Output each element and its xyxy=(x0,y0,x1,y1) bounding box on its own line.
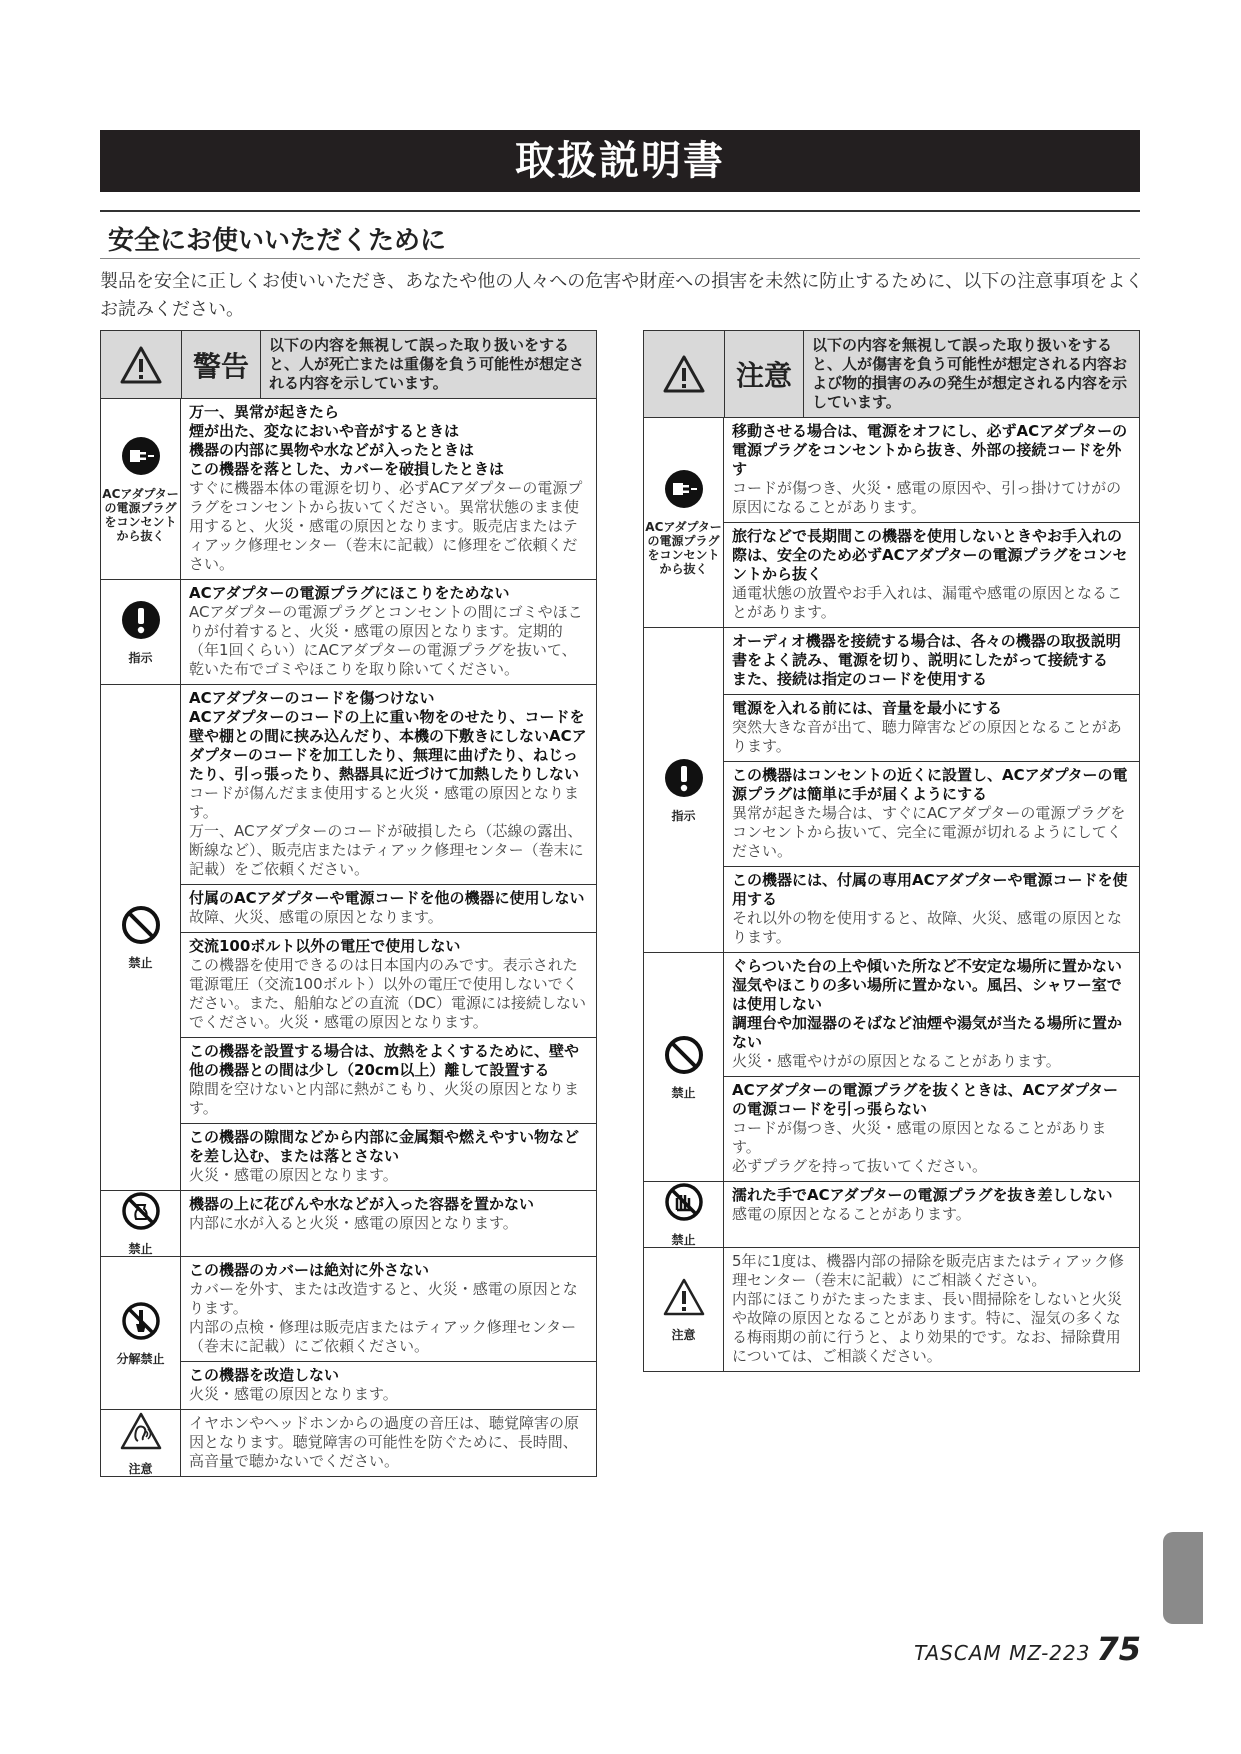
group-icon-cell xyxy=(101,1257,181,1409)
safety-item xyxy=(181,1124,596,1190)
section-heading: 安全にお使いいただくために xyxy=(108,226,447,256)
warning-description: 以下の内容を無視して誤った取り扱いをすると、人が死亡または重傷を負う可能性が想定される内容を示しています。 xyxy=(269,336,585,392)
group-label: 禁止 xyxy=(671,1085,696,1100)
item-heading: この機器のカバーは絶対に外さない xyxy=(189,1261,430,1279)
group-icon-cell xyxy=(644,418,724,627)
item-body: 突然大きな音が出て、聴力障害などの原因となることがあります。 xyxy=(732,718,1122,755)
safety-item xyxy=(724,1182,1139,1229)
instruction-icon xyxy=(121,600,161,643)
safety-item xyxy=(724,418,1139,523)
item-heading: この機器を落とした、カバーを破損したときは xyxy=(189,460,505,478)
item-heading: この機器を設置する場合は、放熱をよくするために、壁や他の機器との間は少し（20cm以上）離して設置する xyxy=(189,1042,580,1079)
safety-item xyxy=(181,399,596,579)
item-body: 内部に水が入ると火災・感電の原因となります。 xyxy=(189,1214,518,1232)
item-body: 感電の原因となることがあります。 xyxy=(732,1205,971,1223)
item-body: 内部にほこりがたまったまま、長い間掃除をしないと火災や故障の原因となることがあります。特に、湿気の多くなる梅雨期の前に行うと、より効果的です。なお、掃除費用については、ご相談ください。 xyxy=(732,1290,1123,1365)
footer-brand: TASCAM MZ-223 xyxy=(914,1641,1091,1665)
item-body: カバーを外す、または改造すると、火災・感電の原因となります。 xyxy=(189,1280,578,1317)
item-heading: 付属のACアダプターや電源コードを他の機器に使用しない xyxy=(189,889,585,907)
group-icon-cell xyxy=(644,953,724,1181)
item-body: 火災・感電の原因となります。 xyxy=(189,1385,398,1403)
safety-item xyxy=(724,1077,1139,1181)
warning-table xyxy=(100,330,597,1477)
page-number: 75 xyxy=(1096,1630,1141,1668)
section-rule-top xyxy=(100,210,1140,212)
safety-item xyxy=(181,1362,596,1409)
group-label: 禁止 xyxy=(128,956,153,970)
warning-table-body xyxy=(101,399,596,1476)
item-heading: ACアダプターのコードの上に重い物をのせたり、コードを壁や棚との間に挟み込んだり、本機の下敷きにしないACアダプターのコードを加工したり、無理に曲げたり、ねじったり、引っ張ったり、熱器具に近づけて加熱したりしない xyxy=(189,708,587,783)
warning-table-header xyxy=(101,331,596,399)
group-label: 注意 xyxy=(128,1461,153,1476)
item-body: 火災・感電の原因となります。 xyxy=(189,1166,398,1184)
item-heading: 機器の上に花びんや水などが入った容器を置かない xyxy=(189,1195,535,1213)
item-body: ACアダプターの電源プラグとコンセントの間にゴミやほこりが付着すると、火災・感電の原因となります。定期的（年1回くらい）にACアダプターの電源プラグを抜いて、乾いた布でゴミやほこりを取り除いてください。 xyxy=(189,603,583,678)
item-body: それ以外の物を使用すると、故障、火災、感電の原因となります。 xyxy=(732,909,1123,946)
safety-item xyxy=(181,933,596,1038)
item-heading: 電源を入れる前には、音量を最小にする xyxy=(732,699,1003,717)
page-footer xyxy=(914,1630,1141,1668)
safety-item xyxy=(724,523,1139,627)
item-heading: 調理台や加湿器のそばなど油煙や湯気が当たる場所に置かない xyxy=(732,1014,1123,1051)
warning-triangle-icon xyxy=(101,331,182,398)
item-body: 5年に1度は、機器内部の掃除を販売店またはティアック修理センター（巻末に記載）にご相談ください。 xyxy=(732,1252,1124,1289)
item-heading: 旅行などで長期間この機器を使用しないときやお手入れの際は、安全のため必ずACアダプターの電源プラグをコンセントから抜く xyxy=(732,527,1128,583)
item-heading: 濡れた手でACアダプターの電源プラグを抜き差ししない xyxy=(732,1186,1113,1204)
item-heading: 万一、異常が起きたら xyxy=(189,403,340,421)
safety-group xyxy=(101,580,596,685)
group-label: 注意 xyxy=(671,1328,696,1342)
group-icon-cell xyxy=(101,685,181,1190)
group-icon-cell xyxy=(644,1182,724,1247)
group-icon-cell xyxy=(101,1410,181,1476)
item-body: イヤホンやヘッドホンからの過度の音圧は、聴覚障害の原因となります。聴覚障害の可能性を防ぐために、長時間、高音量で聴かないでください。 xyxy=(189,1414,580,1470)
safety-item xyxy=(724,953,1139,1077)
item-body: 故障、火災、感電の原因となります。 xyxy=(189,908,443,926)
item-heading: ACアダプターのコードを傷つけない xyxy=(189,689,435,707)
item-body: 内部の点検・修理は販売店またはティアック修理センター（巻末に記載）にご依頼ください。 xyxy=(189,1318,577,1355)
group-icon-cell xyxy=(644,1248,724,1371)
item-body: 万一、ACアダプターのコードが破損したら（芯線の露出、断線など）、販売店またはティアック修理センター（巻末に記載）をご依頼ください。 xyxy=(189,822,584,878)
item-heading: 交流100ボルト以外の電圧で使用しない xyxy=(189,937,461,955)
item-heading: 移動させる場合は、電源をオフにし、必ずACアダプターの電源プラグをコンセントから抜き、外部の接続コードを外す xyxy=(732,422,1128,478)
intro-text: 製品を安全に正しくお使いいただき、あなたや他の人々への危害や財産への損害を未然に防止するために、以下の注意事項をよくお読みください。 xyxy=(100,271,1144,320)
caution-table xyxy=(643,330,1140,1372)
item-heading: オーディオ機器を接続する場合は、各々の機器の取扱説明書をよく読み、電源を切り、説明にしたがって接続する xyxy=(732,632,1121,669)
item-heading: また、接続は指定のコードを使用する xyxy=(732,670,988,688)
safety-group xyxy=(644,628,1139,953)
item-heading: ACアダプターの電源プラグにほこりをためない xyxy=(189,584,510,602)
hearing-caution-icon xyxy=(119,1411,163,1454)
caution-table-body xyxy=(644,418,1139,1371)
instruction-icon xyxy=(664,758,704,801)
group-label: 分解禁止 xyxy=(116,1351,165,1366)
group-icon-cell xyxy=(101,580,181,684)
caution-icon xyxy=(662,1277,706,1320)
item-heading: ぐらついた台の上や傾いた所など不安定な場所に置かない xyxy=(732,957,1122,975)
safety-item xyxy=(181,1191,596,1238)
safety-group xyxy=(101,1191,596,1257)
group-icon-cell xyxy=(644,628,724,952)
safety-item xyxy=(181,580,596,684)
group-label: 指示 xyxy=(671,808,696,823)
item-body: コードが傷つき、火災・感電の原因となることがあります。 xyxy=(732,1119,1107,1156)
item-heading: この機器の隙間などから内部に金属類や燃えやすい物などを差し込む、または落とさない xyxy=(189,1128,580,1165)
safety-item xyxy=(724,628,1139,695)
safety-item xyxy=(724,867,1139,952)
group-label: 禁止 xyxy=(671,1233,696,1247)
group-label: 禁止 xyxy=(128,1242,153,1256)
item-heading: 湿気やほこりの多い場所に置かない。風呂、シャワー室では使用しない xyxy=(732,976,1122,1013)
section-rule-bottom xyxy=(100,258,1140,259)
unplug-icon xyxy=(121,436,161,479)
safety-item xyxy=(181,1257,596,1362)
item-heading: この機器には、付属の専用ACアダプターや電源コードを使用する xyxy=(732,871,1128,908)
prohibited-icon xyxy=(121,905,161,948)
page-title: 取扱説明書 xyxy=(100,130,1140,192)
item-body: 異常が起きた場合は、すぐにACアダプターの電源プラグをコンセントから抜いて、完全に電源が切れるようにしてください。 xyxy=(732,804,1126,860)
prohibited-icon xyxy=(664,1035,704,1078)
safety-item xyxy=(181,1038,596,1124)
item-heading: この機器はコンセントの近くに設置し、ACアダプターの電源プラグは簡単に手が届くようにする xyxy=(732,766,1128,803)
group-icon-cell xyxy=(101,399,181,579)
warning-label: 警告 xyxy=(182,331,261,398)
chapter-tab xyxy=(1163,1532,1203,1624)
safety-group xyxy=(101,1410,596,1476)
no-wet-hands-icon xyxy=(664,1182,704,1225)
safety-item xyxy=(724,762,1139,867)
item-body: コードが傷んだまま使用すると火災・感電の原因となります。 xyxy=(189,784,580,821)
group-label: 指示 xyxy=(128,650,153,665)
safety-group xyxy=(644,1248,1139,1371)
item-body: 必ずプラグを持って抜いてください。 xyxy=(732,1157,988,1175)
safety-group xyxy=(644,418,1139,628)
caution-table-header xyxy=(644,331,1139,418)
item-heading: ACアダプターの電源プラグを抜くときは、ACアダプターの電源コードを引っ張らない xyxy=(732,1081,1119,1118)
no-water-icon xyxy=(121,1191,161,1234)
item-body: この機器を使用できるのは日本国内のみです。表示された電源電圧（交流100ボルト）以外の電圧で使用しないでください。また、船舶などの直流（DC）電源には接続しないでください。火災・感電の原因となります。 xyxy=(189,956,587,1031)
group-label: ACアダプターの電源プラグをコンセントから抜く xyxy=(645,520,722,576)
item-body: コードが傷つき、火災・感電の原因や、引っ掛けてけがの原因になることがあります。 xyxy=(732,479,1122,516)
item-body: 通電状態の放置やお手入れは、漏電や感電の原因となることがあります。 xyxy=(732,584,1123,621)
safety-group xyxy=(644,953,1139,1182)
caution-triangle-icon xyxy=(644,331,725,417)
group-label: ACアダプターの電源プラグをコンセントから抜く xyxy=(102,486,179,543)
safety-item xyxy=(181,1410,596,1476)
safety-group xyxy=(644,1182,1139,1248)
item-heading: 機器の内部に異物や水などが入ったときは xyxy=(189,441,475,459)
item-heading: 煙が出た、変なにおいや音がするときは xyxy=(189,422,460,440)
caution-label: 注意 xyxy=(725,331,804,417)
safety-item xyxy=(724,1248,1139,1371)
item-body: 火災・感電やけがの原因となることがあります。 xyxy=(732,1052,1061,1070)
safety-group xyxy=(101,399,596,580)
item-body: 隙間を空けないと内部に熱がこもり、火災の原因となります。 xyxy=(189,1080,580,1117)
safety-item xyxy=(181,885,596,933)
safety-item xyxy=(181,685,596,885)
safety-group xyxy=(101,1257,596,1410)
safety-group xyxy=(101,685,596,1191)
caution-description: 以下の内容を無視して誤った取り扱いをすると、人が傷害を負う可能性が想定される内容および物的損害のみの発生が想定される内容を示しています。 xyxy=(812,336,1128,411)
unplug-icon xyxy=(664,469,704,512)
safety-item xyxy=(724,695,1139,762)
no-disassembly-icon xyxy=(121,1301,161,1344)
item-body: すぐに機器本体の電源を切り、必ずACアダプターの電源プラグをコンセントから抜いてください。異常状態のまま使用すると、火災・感電の原因となります。販売店またはティアック修理センター（巻末に記載）に修理をご依頼ください。 xyxy=(189,479,583,573)
item-heading: この機器を改造しない xyxy=(189,1366,340,1384)
group-icon-cell xyxy=(101,1191,181,1256)
